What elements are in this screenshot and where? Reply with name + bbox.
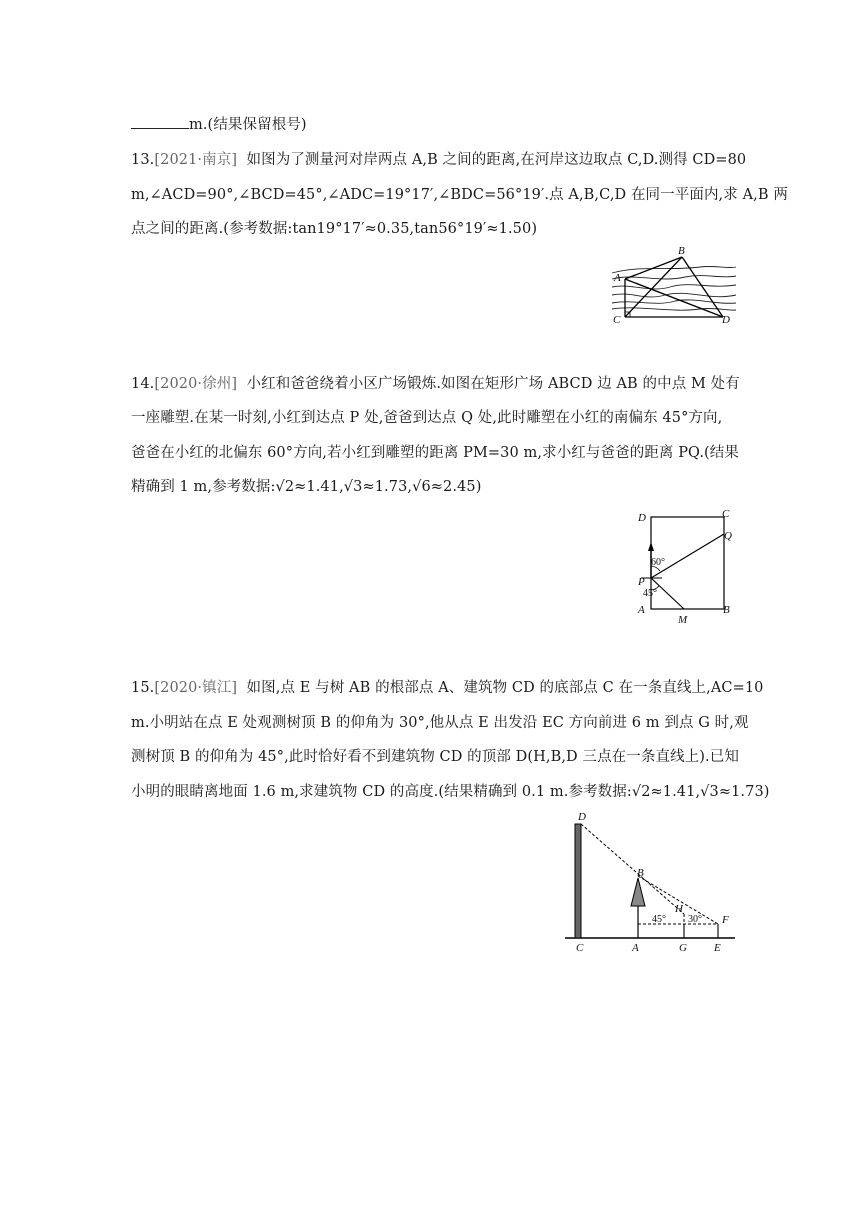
angle-30-label: 30° xyxy=(688,914,702,925)
label-Q: Q xyxy=(724,530,732,542)
label-G: G xyxy=(679,942,687,954)
label-E: E xyxy=(714,942,721,954)
problem-number: 14. xyxy=(131,376,155,392)
label-C: C xyxy=(576,942,584,954)
problem-13-line-2: m,∠ACD=90°,∠BCD=45°,∠ADC=19°17′,∠BDC=56°19′.点 A,B,C,D 在同一平面内,求 A,B 两 xyxy=(131,187,788,203)
label-A: A xyxy=(632,942,639,954)
building-CD xyxy=(575,824,581,938)
label-B: B xyxy=(723,604,730,616)
problem-number: 13. xyxy=(131,152,155,168)
label-M: M xyxy=(678,614,688,626)
problem-15-line-4: 小明的眼睛离地面 1.6 m,求建筑物 CD 的高度.(结果精确到 0.1 m.参考数据:√2≈1.41,√3≈1.73) xyxy=(131,784,770,800)
label-P: P xyxy=(638,576,645,588)
problem-14-line-1 xyxy=(131,372,740,393)
problem-text: 如图为了测量河对岸两点 A,B 之间的距离,在河岸这边取点 C,D.测得 CD=80 xyxy=(246,152,747,168)
label-A: A xyxy=(638,604,645,616)
answer-unit: m.(结果保留根号) xyxy=(189,117,307,133)
river-bank-line xyxy=(612,300,736,303)
river-bank-line xyxy=(612,266,736,273)
problem-13-line-3: 点之间的距离.(参考数据:tan19°17′≈0.35,tan56°19′≈1.50) xyxy=(131,221,538,237)
answer-blank-line xyxy=(131,113,307,134)
segment-AB xyxy=(625,257,682,279)
sight-line-BF xyxy=(638,876,718,924)
north-arrow-head xyxy=(648,542,654,551)
problem-text: 小红和爸爸绕着小区广场锻炼.如图在矩形广场 ABCD 边 AB 的中点 M 处有 xyxy=(246,376,740,392)
label-C: C xyxy=(722,508,730,520)
tree-top xyxy=(631,878,645,906)
label-B: B xyxy=(637,867,644,879)
label-H: H xyxy=(675,903,683,915)
problem-source: [2020·镇江] xyxy=(154,680,238,696)
river-figure xyxy=(610,243,740,325)
problem-source: [2021·南京] xyxy=(154,152,238,168)
angle-45-label: 45° xyxy=(652,914,666,925)
label-C: C xyxy=(613,314,621,326)
label-D: D xyxy=(578,811,586,823)
label-D: D xyxy=(722,314,730,326)
segment-AD xyxy=(625,279,723,317)
problem-15-line-3: 测树顶 B 的仰角为 45°,此时恰好看不到建筑物 CD 的顶部 D(H,B,D 三点在一条直线上).已知 xyxy=(131,749,739,765)
angle-45-label: 45° xyxy=(643,588,657,599)
problem-number: 15. xyxy=(131,680,155,696)
square-figure xyxy=(634,506,744,628)
label-B: B xyxy=(678,245,685,257)
problem-14-line-3: 爸爸在小红的北偏东 60°方向,若小红到雕塑的距离 PM=30 m,求小红与爸爸的距离 PQ.(结果 xyxy=(131,445,739,461)
label-D: D xyxy=(638,512,646,524)
label-A: A xyxy=(614,272,621,284)
problem-15-line-1 xyxy=(131,676,764,697)
building-tree-figure xyxy=(560,806,740,956)
angle-60-label: 60° xyxy=(651,557,665,568)
segment-BD xyxy=(682,257,723,317)
problem-15-line-2: m.小明站在点 E 处观测树顶 B 的仰角为 30°,他从点 E 出发沿 EC 方向前进 6 m 到点 G 时,观 xyxy=(131,715,749,731)
problem-source: [2020·徐州] xyxy=(154,376,238,392)
segment-PQ xyxy=(651,534,724,578)
problem-text: 如图,点 E 与树 AB 的根部点 A、建筑物 CD 的底部点 C 在一条直线上,AC=10 xyxy=(246,680,764,696)
label-F: F xyxy=(722,914,729,926)
problem-14-line-2: 一座雕塑.在某一时刻,小红到达点 P 处,爸爸到达点 Q 处,此时雕塑在小红的南偏东 45°方向, xyxy=(131,410,723,426)
problem-14-line-4: 精确到 1 m,参考数据:√2≈1.41,√3≈1.73,√6≈2.45) xyxy=(131,479,482,495)
river-bank-line xyxy=(612,285,736,289)
answer-blank xyxy=(131,116,189,129)
problem-13-line-1 xyxy=(131,148,746,169)
river-bank-line xyxy=(612,293,736,297)
